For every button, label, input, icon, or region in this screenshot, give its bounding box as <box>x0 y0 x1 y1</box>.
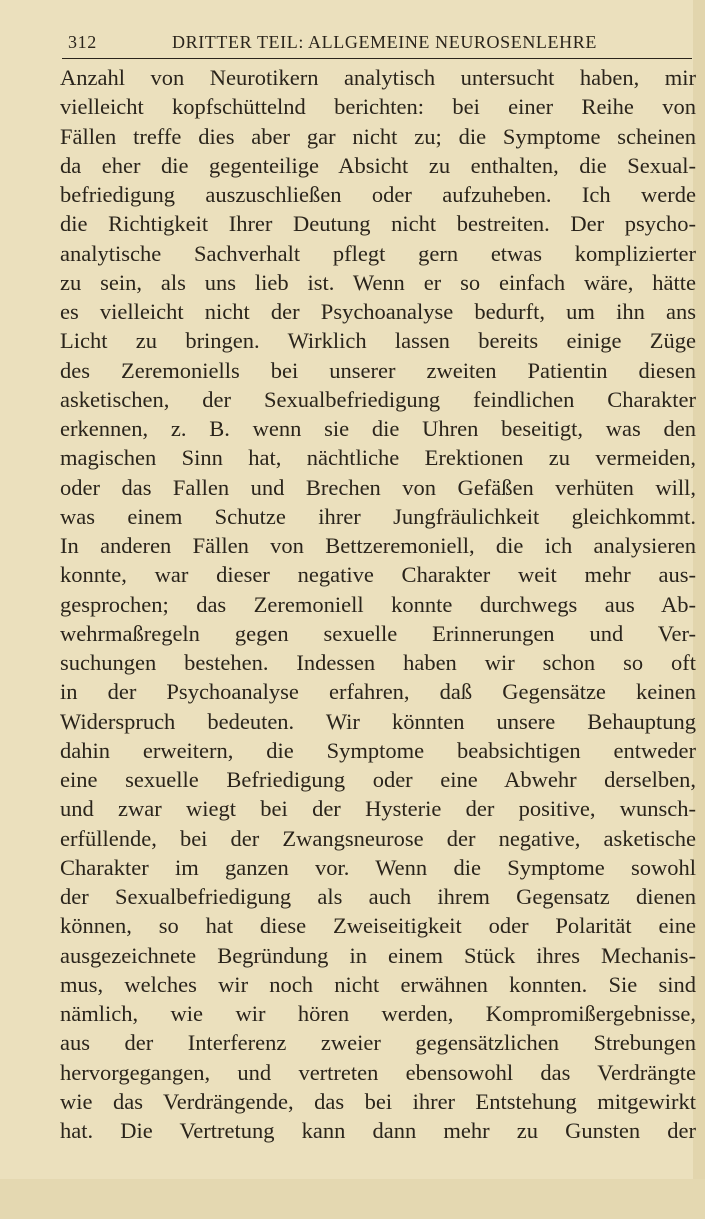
text-line: suchungen bestehen. Indessen haben wir schon so oft <box>60 650 696 675</box>
text-line: Charakter im ganzen vor. Wenn die Symptome sowohl <box>60 854 696 880</box>
text-line: befriedigung auszuschließen oder aufzuheben. Ich werde <box>60 182 696 207</box>
text-line: eine sexuelle Befriedigung oder eine Abwehr derselben, <box>60 767 696 792</box>
text-line: vielleicht kopfschüttelnd berichten: bei einer Reihe von <box>60 94 696 120</box>
running-head <box>62 30 692 59</box>
text-line: es vielleicht nicht der Psychoanalyse bedurft, um ihn ans <box>60 299 696 324</box>
text-line: können, so hat diese Zweiseitigkeit oder Polarität eine <box>60 913 696 939</box>
text-line: in der Psychoanalyse erfahren, daß Gegensätze keinen <box>60 679 696 705</box>
text-line: magischen Sinn hat, nächtliche Erektionen zu vermeiden, <box>60 445 696 471</box>
text-line: zu sein, als uns lieb ist. Wenn er so einfach wäre, hätte <box>60 269 696 295</box>
text-line: da eher die gegenteilige Absicht zu enthalten, die Sexual- <box>60 152 696 178</box>
text-line: hat. Die Vertretung kann dann mehr zu Gunsten der <box>60 1118 696 1143</box>
text-line: dahin erweitern, die Symptome beabsichtigen entweder <box>60 737 696 763</box>
body-text <box>60 63 696 1145</box>
text-line: mus, welches wir noch nicht erwähnen konnten. Sie sind <box>60 971 696 997</box>
text-line: wehrmaßregeln gegen sexuelle Erinnerungen und Ver- <box>60 620 696 646</box>
text-line: In anderen Fällen von Bettzeremoniell, die ich analysieren <box>60 533 696 558</box>
text-line: wie das Verdrängende, das bei ihrer Entstehung mitgewirkt <box>60 1088 696 1114</box>
text-line: asketischen, der Sexualbefriedigung feindlichen Charakter <box>60 386 696 412</box>
text-line: konnte, war dieser negative Charakter weit mehr aus- <box>60 562 696 588</box>
text-line: Fällen treffe dies aber gar nicht zu; die Symptome scheinen <box>60 123 696 149</box>
text-line: Licht zu bringen. Wirklich lassen bereits einige Züge <box>60 328 696 354</box>
text-line: die Richtigkeit Ihrer Deutung nicht bestreiten. Der psycho- <box>60 211 696 237</box>
text-line: ausgezeichnete Begründung in einem Stück ihres Mechanis- <box>60 942 696 968</box>
bottom-margin-shadow <box>0 1179 705 1219</box>
page-number: 312 <box>68 32 97 52</box>
text-line: erfüllende, bei der Zwangsneurose der negative, asketische <box>60 825 696 851</box>
text-line: was einem Schutze ihrer Jungfräulichkeit gleichkommt. <box>60 503 696 529</box>
text-line: oder das Fallen und Brechen von Gefäßen verhüten will, <box>60 474 696 500</box>
text-line: hervorgegangen, und vertreten ebensowohl das Verdrängte <box>60 1059 696 1085</box>
text-line: Widerspruch bedeuten. Wir könnten unsere Behauptung <box>60 708 696 734</box>
text-line: des Zeremoniells bei unserer zweiten Patientin diesen <box>60 357 696 383</box>
text-line: gesprochen; das Zeremoniell konnte durchwegs aus Ab- <box>60 591 696 617</box>
running-head-title: DRITTER TEIL: ALLGEMEINE NEUROSENLEHRE <box>172 32 597 52</box>
text-line: und zwar wiegt bei der Hysterie der positive, wunsch- <box>60 796 696 822</box>
text-line: analytische Sachverhalt pflegt gern etwas komplizierter <box>60 240 696 266</box>
text-line: erkennen, z. B. wenn sie die Uhren beseitigt, was den <box>60 416 696 441</box>
text-line: nämlich, wie wir hören werden, Kompromißergebnisse, <box>60 1001 696 1026</box>
text-line: der Sexualbefriedigung als auch ihrem Gegensatz dienen <box>60 884 696 909</box>
text-line: aus der Interferenz zweier gegensätzlichen Strebungen <box>60 1030 696 1056</box>
text-line: Anzahl von Neurotikern analytisch untersucht haben, mir <box>60 65 696 90</box>
